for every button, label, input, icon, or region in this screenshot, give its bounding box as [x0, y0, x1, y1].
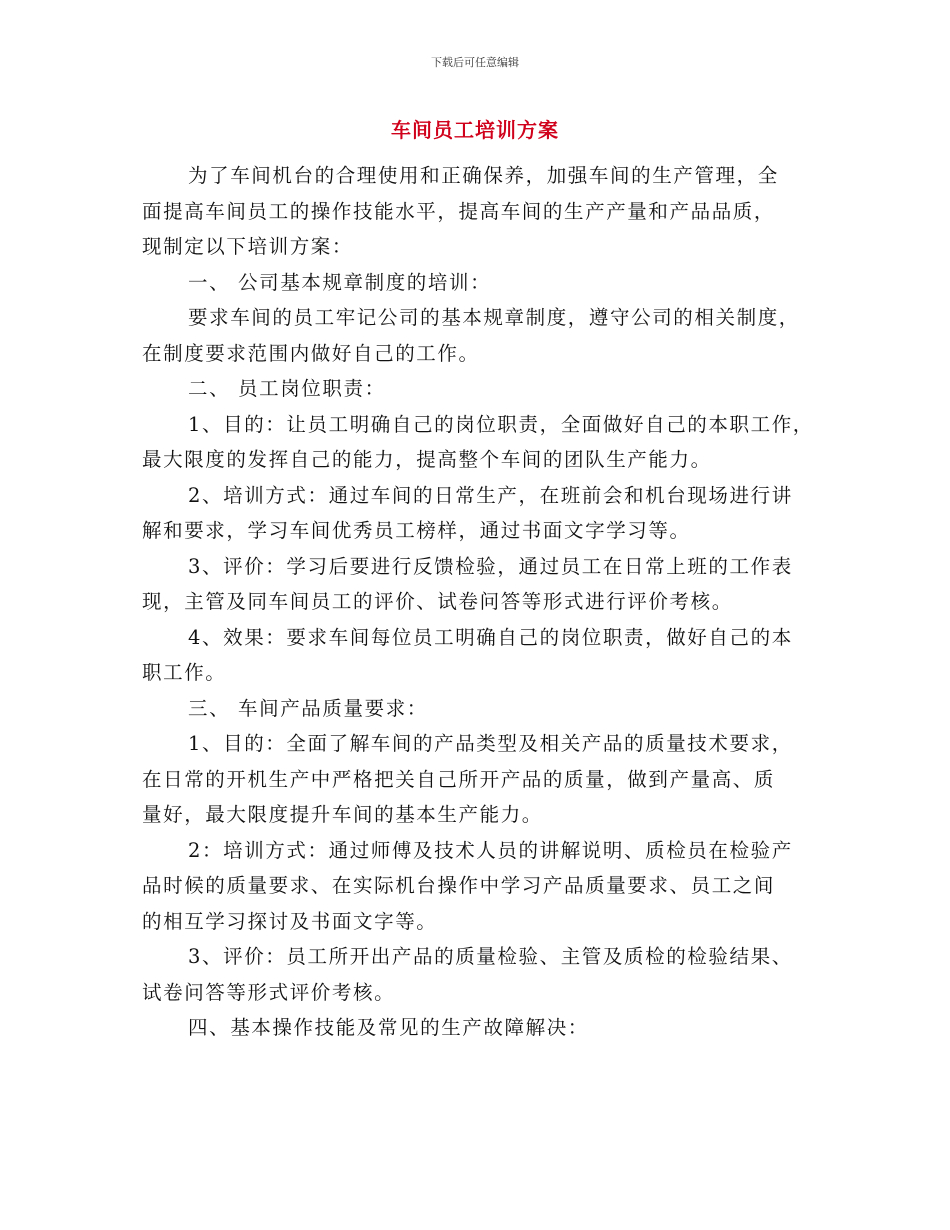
text-line: 现，主管及同车间员工的评价、试卷问答等形式进行评价考核。: [142, 590, 733, 613]
section-3: [142, 691, 810, 1011]
text-line: 面提高车间员工的操作技能水平，提高车间的生产产量和产品品质，: [142, 199, 776, 223]
text-line: 在日常的开机生产中严格把关自己所开产品的质量，做到产量高、质: [142, 767, 776, 791]
section-heading: 二、 员工岗位职责：: [188, 377, 386, 400]
document-title: 车间员工培训方案: [391, 118, 559, 142]
section-4: [142, 1010, 810, 1046]
text-line: 品时候的质量要求、在实际机台操作中学习产品质量要求、员工之间: [142, 874, 776, 897]
section-2: [142, 371, 814, 691]
text-line: 的相互学习探讨及书面文字等。: [142, 909, 438, 933]
text-line: 1、目的：全面了解车间的产品类型及相关产品的质量技术要求，: [188, 732, 793, 755]
intro-paragraph: [142, 158, 810, 265]
section-heading: 三、 车间产品质量要求：: [188, 696, 428, 720]
text-line: 在制度要求范围内做好自己的工作。: [142, 341, 480, 365]
document-body: [142, 158, 814, 1046]
text-line: 试卷问答等形式评价考核。: [142, 980, 396, 1004]
section-heading: 四、基本操作技能及常见的生产故障解决：: [188, 1016, 589, 1039]
text-line: 2：培训方式：通过师傅及技术人员的讲解说明、质检员在检验产: [188, 838, 793, 862]
text-line: 1、目的：让员工明确自己的岗位职责，全面做好自己的本职工作，: [188, 412, 814, 436]
text-line: 为了车间机台的合理使用和正确保养，加强车间的生产管理，全: [188, 164, 779, 187]
page-header-note: 下载后可任意编辑: [431, 56, 519, 69]
text-line: 职工作。: [142, 661, 227, 684]
text-line: 现制定以下培训方案：: [142, 235, 354, 258]
text-line: 4、效果：要求车间每位员工明确自己的岗位职责，做好自己的本: [188, 625, 793, 649]
section-1: [142, 265, 810, 372]
section-heading: 一、 公司基本规章制度的培训：: [188, 270, 492, 294]
text-line: 量好，最大限度提升车间的基本生产能力。: [142, 803, 543, 826]
text-line: 解和要求，学习车间优秀员工榜样，通过书面文字学习等。: [142, 519, 691, 542]
text-line: 3、评价：学习后要进行反馈检验，通过员工在日常上班的工作表: [188, 554, 793, 578]
text-line: 要求车间的员工牢记公司的基本规章制度，遵守公司的相关制度，: [188, 306, 800, 329]
text-line: 2、培训方式：通过车间的日常生产，在班前会和机台现场进行讲: [188, 483, 793, 507]
text-line: 最大限度的发挥自己的能力，提高整个车间的团队生产能力。: [142, 448, 712, 471]
text-line: 3、评价：员工所开出产品的质量检验、主管及质检的检验结果、: [188, 945, 793, 968]
